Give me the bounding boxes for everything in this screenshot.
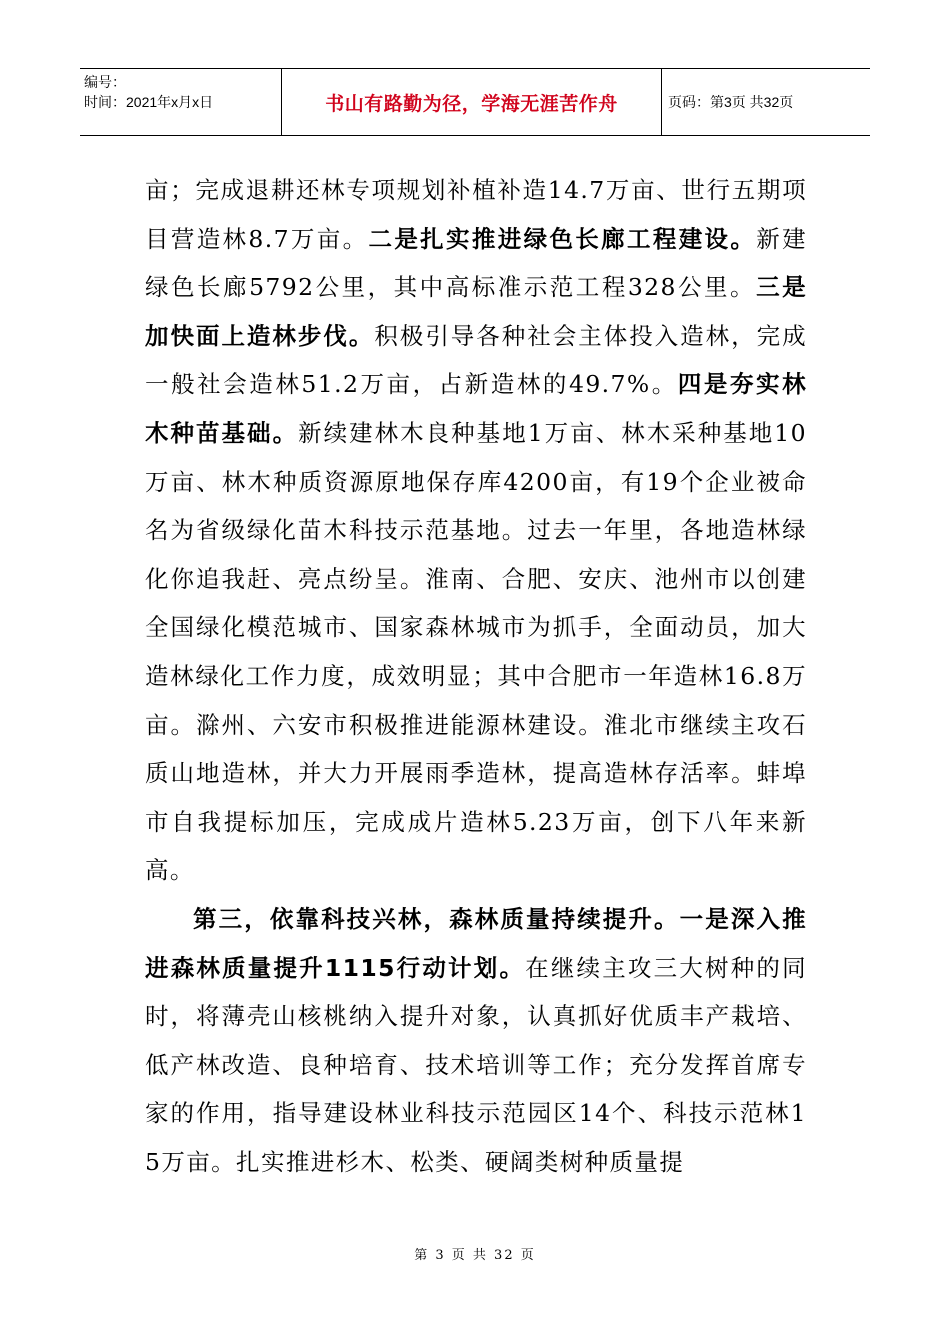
paragraph [145, 895, 807, 1187]
bold-text-run: 二是扎实推进绿色长廊工程建设。 [368, 224, 757, 253]
text-run: 在继续主攻三大树种的同时，将薄壳山核桃纳入提升对象，认真抓好优质丰产栽培、低产林改造、良种培育、技术培训等工作；充分发挥首席专家的作用，指导建设林业科技示范园区14个、科技示范林15万亩。扎实推进杉木、松类、硬阔类树种质量提 [145, 953, 807, 1176]
bold-text-run: 第三，依靠科技兴林，森林质量持续提升。一是深入推进森林质量提升1115行动计划。 [145, 904, 807, 982]
text-run: 新续建林木良种基地1万亩、林木采种基地10万亩、林木种质资源原地保存库4200亩，有19个企业被命名为省级绿化苗木科技示范基地。过去一年里，各地造林绿化你追我赶、亮点纷呈。淮南、合肥、安庆、池州市以创建全国绿化模范城市、国家森林城市为抓手，全面动员，加大造林绿化工作力度，成效明显；其中合肥市一年造林16.8万亩。滁州、六安市积极推进能源林建设。淮北市继续主攻石质山地造林，并大力开展雨季造林，提高造林存活率。蚌埠市自我提标加压，完成成片造林5.23万亩，创下八年来新高。 [145, 418, 807, 885]
bold-text-run: 三是加快面上造林步伐。 [145, 273, 807, 350]
header-motto: 书山有路勤为径，学海无涯苦作舟 [325, 92, 618, 115]
text-run: 亩；完成退耕还林专项规划补植补造14.7万亩、世行五期项目营造林8.7万亩。 [145, 176, 807, 253]
text-run: 新建绿色长廊5792公里，其中高标准示范工程328公里。 [145, 224, 808, 302]
header-page-info: 页码：第3页 共32页 [668, 94, 794, 110]
header-motto-cell [282, 69, 662, 135]
paragraph [145, 166, 807, 895]
document-body [145, 166, 807, 1186]
number-label: 编号： [84, 74, 126, 90]
footer-page-number: 第 3 页 共 32 页 [414, 1248, 536, 1263]
page-footer [0, 1244, 950, 1263]
text-run: 积极引导各种社会主体投入造林，完成一般社会造林51.2万亩，占新造林的49.7%。 [145, 321, 807, 399]
time-label: 时间：2021年x月x日 [84, 94, 214, 110]
header-meta-cell [80, 69, 282, 135]
bold-text-run: 四是夯实林木种苗基础。 [145, 370, 808, 447]
header-page-cell [662, 69, 870, 135]
document-header [80, 68, 870, 136]
